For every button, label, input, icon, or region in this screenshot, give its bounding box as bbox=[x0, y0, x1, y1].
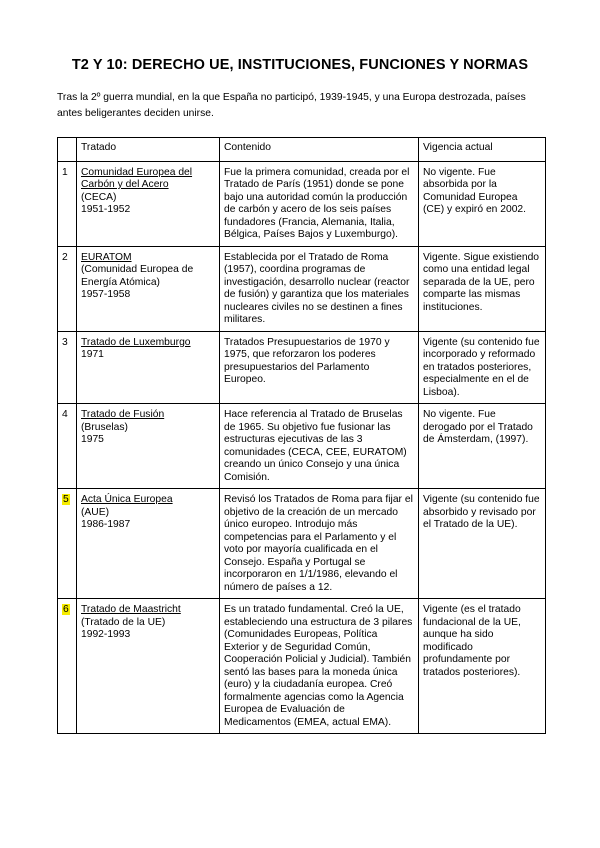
treaty-years: 1971 bbox=[81, 349, 104, 360]
contenido-cell: Tratados Presupuestarios de 1970 y 1975, que reforzaron los poderes presupuestarios del Parlamento Europeo. bbox=[220, 331, 419, 404]
table-row bbox=[58, 599, 546, 734]
contenido-cell: Fue la primera comunidad, creada por el Tratado de París (1951) donde se pone bajo una autoridad común la producción de carbón y acero de los seis países fundadores (Francia, Alemania, Italia, Bélgica, Países Bajos y Luxemburgo). bbox=[220, 161, 419, 246]
header-contenido: Contenido bbox=[220, 138, 419, 162]
treaty-detail: (CECA) bbox=[81, 191, 117, 203]
treaty-years: 1957-1958 bbox=[81, 289, 131, 300]
row-number: 4 bbox=[62, 409, 68, 420]
table-row bbox=[58, 161, 546, 246]
row-number-cell bbox=[58, 331, 77, 404]
treaty-cell bbox=[77, 599, 220, 734]
treaty-years: 1986-1987 bbox=[81, 519, 131, 530]
treaty-detail: (Bruselas) bbox=[81, 421, 128, 433]
row-number-highlighted: 5 bbox=[63, 494, 69, 505]
row-number-cell bbox=[58, 489, 77, 599]
row-number: 2 bbox=[62, 251, 68, 263]
treaty-years: 1992-1993 bbox=[81, 629, 131, 640]
treaty-name: Tratado de Luxemburgo bbox=[81, 336, 191, 348]
page-title: T2 Y 10: DERECHO UE, INSTITUCIONES, FUNCIONES Y NORMAS bbox=[71, 57, 529, 73]
treaty-cell bbox=[77, 404, 220, 489]
row-number: 1 bbox=[62, 166, 68, 178]
vigencia-cell: Vigente. Sigue existiendo como una entidad legal separada de la UE, pero comparte las mismas instituciones. bbox=[419, 246, 546, 331]
header-vigencia: Vigencia actual bbox=[419, 138, 546, 162]
table-row bbox=[58, 489, 546, 599]
header-number bbox=[58, 138, 77, 162]
vigencia-cell: Vigente (es el tratado fundacional de la UE, aunque ha sido modificado profundamente por tratados posteriores). bbox=[419, 599, 546, 734]
row-number: 3 bbox=[62, 336, 68, 348]
treaty-cell bbox=[77, 331, 220, 404]
treaty-name: Comunidad Europea del Carbón y del Acero bbox=[81, 166, 193, 190]
treaty-cell bbox=[77, 161, 220, 246]
treaty-detail: (Comunidad Europea de Energía Atómica) bbox=[81, 264, 194, 288]
row-number-cell bbox=[58, 161, 77, 246]
vigencia-cell: No vigente. Fue absorbida por la Comunidad Europea (CE) y expiró en 2002. bbox=[419, 161, 546, 246]
table-header-row bbox=[58, 138, 546, 162]
vigencia-cell: No vigente. Fue derogado por el Tratado de Ámsterdam, (1997). bbox=[419, 404, 546, 489]
intro-paragraph: Tras la 2º guerra mundial, en la que España no participó, 1939-1945, y una Europa destrozada, países antes beligerantes deciden unirse. bbox=[57, 92, 526, 119]
header-tratado: Tratado bbox=[77, 138, 220, 162]
row-number-cell bbox=[58, 246, 77, 331]
treaty-name: EURATOM bbox=[81, 251, 132, 263]
table-row bbox=[58, 331, 546, 404]
contenido-cell: Establecida por el Tratado de Roma (1957), coordina programas de investigación, desarrollo nuclear (reactor de fusión) y garantiza que los materiales nucleares civiles no se destinen a fines militares. bbox=[220, 246, 419, 331]
treaty-name: Tratado de Maastricht bbox=[81, 604, 181, 615]
treaty-years: 1975 bbox=[81, 434, 104, 445]
treaty-name: Acta Única Europea bbox=[81, 494, 173, 505]
treaty-detail: (AUE) bbox=[81, 506, 110, 518]
row-number-cell bbox=[58, 599, 77, 734]
vigencia-cell: Vigente (su contenido fue incorporado y reformado en tratados posteriores, especialmente en el de Lisboa). bbox=[419, 331, 546, 404]
row-number-highlighted: 6 bbox=[63, 604, 69, 615]
table-row bbox=[58, 404, 546, 489]
contenido-cell: Revisó los Tratados de Roma para fijar el objetivo de la creación de un mercado único europeo. Introdujo más competencias para el Parlamento y el voto por mayoría cualificada en el Consejo. España y Portugal se incorporaron en 1/1/1986, elevando el número de países a 12. bbox=[220, 489, 419, 599]
contenido-cell: Es un tratado fundamental. Creó la UE, estableciendo una estructura de 3 pilares (Comunidades Europeas, Política Exterior y de Seguridad Común, Cooperación Policial y Judicial). También sentó las bases para la moneda única (euro) y la ciudadanía europea. Creó formalmente agencias como la Agencia Europea de Evaluación de Medicamentos (EMEA, actual EMA). bbox=[220, 599, 419, 734]
row-number-cell bbox=[58, 404, 77, 489]
treaty-cell bbox=[77, 489, 220, 599]
treaty-cell bbox=[77, 246, 220, 331]
treaty-detail: (Tratado de la UE) bbox=[81, 616, 166, 628]
vigencia-cell: Vigente (su contenido fue absorbido y revisado por el Tratado de la UE). bbox=[419, 489, 546, 599]
table-row bbox=[58, 246, 546, 331]
contenido-cell: Hace referencia al Tratado de Bruselas de 1965. Su objetivo fue fusionar las estructuras ejecutivas de las 3 comunidades (CECA, CEE, EURATOM) creando un único Consejo y una única Comisión. bbox=[220, 404, 419, 489]
treaties-table bbox=[57, 137, 546, 734]
treaty-name: Tratado de Fusión bbox=[81, 409, 165, 420]
treaty-years: 1951-1952 bbox=[81, 204, 131, 215]
